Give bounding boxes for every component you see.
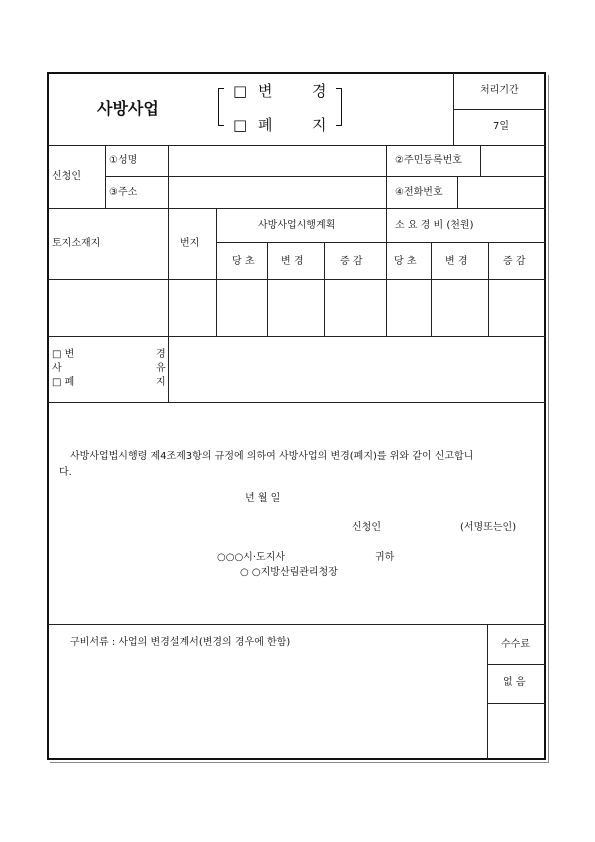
plan-header: 사방사업시행계획 xyxy=(258,220,336,231)
recipient-suffix: 귀하 xyxy=(375,552,395,563)
divider xyxy=(105,145,106,208)
recipient-forest-office: ○ ○지방산림관리청장 xyxy=(240,567,338,578)
divider xyxy=(168,336,169,402)
divider xyxy=(48,336,546,337)
reason-field[interactable] xyxy=(170,338,544,400)
reason-abolish-label: 지 xyxy=(156,377,166,388)
name-field[interactable] xyxy=(170,147,384,174)
reason-label: 사 xyxy=(52,363,62,374)
divider xyxy=(216,242,546,243)
resident-number-label: ②주민등록번호 xyxy=(395,155,462,166)
plan-change-label: 변 경 xyxy=(281,256,304,267)
processing-period-label: 처리기간 xyxy=(480,85,519,96)
divider xyxy=(48,145,546,146)
phone-field[interactable] xyxy=(459,178,544,206)
signature-label: (서명또는인) xyxy=(460,522,517,533)
lot-number-field[interactable] xyxy=(170,281,214,334)
divider xyxy=(487,703,546,704)
divider xyxy=(216,208,217,336)
date-line: 년 월 일 xyxy=(245,493,281,504)
fee-label: 수수료 xyxy=(501,639,530,650)
reason-abolish-checkbox[interactable]: □ 폐 xyxy=(52,377,75,388)
divider xyxy=(487,664,546,665)
abolish-label: 폐 xyxy=(258,116,273,134)
divider xyxy=(168,208,169,336)
change-label-2: 경 xyxy=(312,82,327,100)
cost-header: 소 요 경 비 (천원) xyxy=(395,220,474,231)
plan-diff-label: 증 감 xyxy=(340,256,363,267)
resident-number-field[interactable] xyxy=(482,147,544,174)
name-label: ①성명 xyxy=(109,155,138,166)
divider xyxy=(453,109,546,110)
land-location-label: 토지소재지 xyxy=(52,238,101,249)
declaration-text-end: 다. xyxy=(59,467,72,478)
divider xyxy=(267,242,268,336)
divider xyxy=(324,242,325,336)
change-label: 변 xyxy=(258,82,273,100)
cost-diff-label: 증 감 xyxy=(503,256,526,267)
declaration-text: 사방사업법시행령 제4조제3항의 규정에 의하여 사방사업의 변경(폐지)를 위와 같이 신고합니 xyxy=(70,451,474,462)
divider xyxy=(168,145,169,208)
divider xyxy=(48,402,546,403)
cost-change-label: 변 경 xyxy=(445,256,468,267)
declarant-label: 신청인 xyxy=(352,522,381,533)
abolish-checkbox[interactable]: □ xyxy=(233,116,248,134)
reason-change-checkbox[interactable]: □ 변 xyxy=(52,349,75,360)
divider xyxy=(431,242,432,336)
divider xyxy=(488,242,489,336)
lot-number-label: 번지 xyxy=(180,238,200,249)
fee-value: 없 음 xyxy=(503,677,526,688)
divider xyxy=(105,176,546,177)
divider xyxy=(48,624,546,625)
divider xyxy=(386,208,387,336)
form-title: 사방사업 xyxy=(97,99,159,118)
required-documents: 구비서류 : 사업의 변경설계서(변경의 경우에 한함) xyxy=(70,637,291,648)
phone-label: ④전화번호 xyxy=(395,187,443,198)
divider xyxy=(386,145,387,208)
divider xyxy=(487,624,488,760)
reason-label-2: 유 xyxy=(156,363,166,374)
plan-original-label: 당 초 xyxy=(232,256,255,267)
reason-change-label: 경 xyxy=(156,349,166,360)
divider xyxy=(48,208,546,209)
address-field[interactable] xyxy=(170,178,384,206)
applicant-label: 신청인 xyxy=(52,171,81,182)
divider xyxy=(480,145,481,176)
divider xyxy=(453,73,454,145)
address-label: ③주소 xyxy=(109,187,138,198)
abolish-label-2: 지 xyxy=(312,116,327,134)
divider xyxy=(48,279,546,280)
bracket-left xyxy=(218,88,224,126)
land-location-field[interactable] xyxy=(50,281,166,334)
change-checkbox[interactable]: □ xyxy=(233,82,248,100)
cost-original-label: 당 초 xyxy=(394,256,417,267)
processing-period-value: 7일 xyxy=(493,121,510,132)
divider xyxy=(457,176,458,208)
bracket-right xyxy=(336,88,342,126)
recipient-governor: ○○○시·도지사 xyxy=(217,552,285,563)
